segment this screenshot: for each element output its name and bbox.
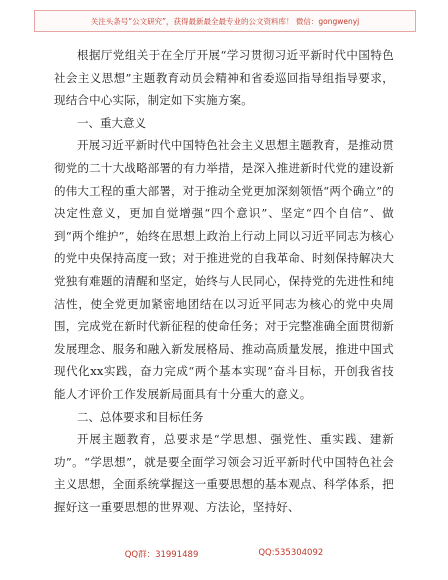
- header-banner-text: 关注头条号“公文研究”，获得最新最全最专业的公文资料库！ 微信：gongwenyj: [90, 16, 360, 26]
- page-footer: [0, 548, 448, 564]
- document-body: [54, 44, 394, 518]
- section-body-2: 开展主题教育，总要求是“学思想、强党性、重实践、建新功”。“学思想”，就是要全面学习领会习近平新时代中国特色社会主义思想，全面系统掌握这一重要思想的基本观点、科学体系，把握好这一重要思想的世界观、方法论，坚持好、: [54, 432, 394, 514]
- section-heading-1: 一、重大意义: [77, 115, 146, 130]
- header-banner: [34, 10, 416, 32]
- section-heading-2: 二、总体要求和目标任务: [77, 409, 204, 424]
- footer-qq-group: QQ群：31991489: [124, 550, 199, 560]
- footer-qq: QQ:535304092: [258, 548, 324, 558]
- intro-paragraph: 根据厅党组关于在全厅开展“学习贯彻习近平新时代中国特色社会主义思想”主题教育动员会精神和省委巡回指导组指导要求，现结合中心实际，制定如下实施方案。: [54, 48, 394, 108]
- section-body-1: 开展习近平新时代中国特色社会主义思想主题教育，是推动贯彻党的二十大战略部署的有力举措，是深入推进新时代党的建设新的伟大工程的重大部署，对于推动全党更加深刻领悟“两个确立”的决定性意义，更加自觉增强“四个意识”、坚定“四个自信”、做到“两个维护”，始终在思想上政治上行动上同以习近平同志为核心的党中央保持高度一致；对于推进党的自我革命、时刻保持解决大党独有难题的清醒和坚定，始终与人民同心，保持党的先进性和纯洁性，使全党更加紧密地团结在以习近平同志为核心的党中央周围，完成党在新时代新征程的使命任务；对于完整准确全面贯彻新发展理念、服务和融入新发展格局、推动高质量发展，推进中国式现代化xx实践，奋力完成“两个基本实现”奋斗目标，开创我省技能人才评价工作发展新局面具有十分重大的意义。: [54, 138, 394, 401]
